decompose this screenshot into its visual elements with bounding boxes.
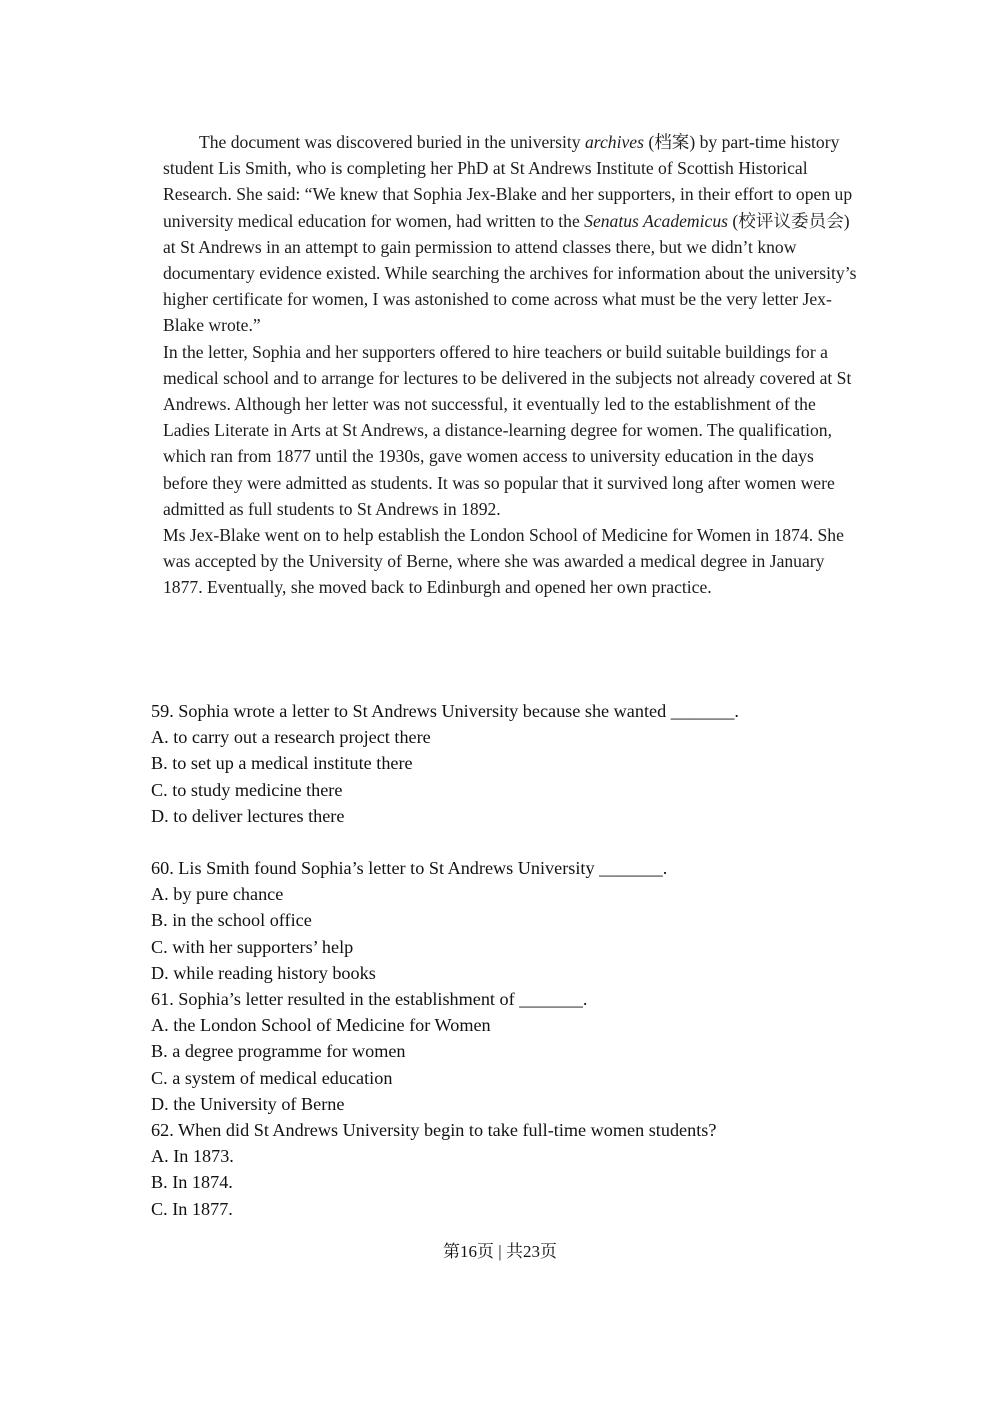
question-list [151,698,871,1222]
answer-option-d: D. to deliver lectures there [151,805,345,826]
question-60 [151,855,871,986]
answer-option-c: C. with her supporters’ help [151,936,354,957]
paragraph-text: (校评议委员会) at St Andrews in an attempt to gain permission to attend classes there, but we didn’t know documentary evidence existed. While searching the archives for information about the university’s higher certificate for women, I was astonished to come across what must be the very letter Jex-Blake wrote.” [163,210,857,336]
answer-option-a: A. by pure chance [151,884,284,905]
answer-option-a: A. In 1873. [151,1146,234,1167]
answer-option-c: C. In 1877. [151,1198,233,1219]
reading-passage [163,129,863,601]
question-59 [151,698,871,829]
paragraph-text: The document was discovered buried in the university [199,132,585,152]
paragraph-text: (档案) by part-time history student Lis Smith, who is completing her PhD at St Andrews Institute of Scottish Historical Research. She said: “We knew that Sophia Jex-Blake and her supporters, in their effort to open up university medical education for women, had written to the [163,132,853,231]
question-stem: 59. Sophia wrote a letter to St Andrews University because she wanted _______. [151,701,739,721]
answer-option-d: D. while reading history books [151,962,376,983]
answer-option-d: D. the University of Berne [151,1093,345,1114]
answer-option-c: C. a system of medical education [151,1067,393,1088]
answer-option-a: A. the London School of Medicine for Women [151,1015,491,1036]
answer-option-b: B. to set up a medical institute there [151,753,413,774]
page-footer [0,1240,1000,1264]
question-stem: 61. Sophia’s letter resulted in the establishment of _______. [151,989,588,1010]
page-number-label: 第16页 | 共23页 [443,1242,557,1261]
passage-paragraph-3: Ms Jex-Blake went on to help establish the London School of Medicine for Women in 1874. She was accepted by the University of Berne, where she was awarded a medical degree in January 1877. Eventually, she moved back to Edinburgh and opened her own practice. [163,525,844,598]
passage-paragraph-1 [163,129,863,339]
question-61 [151,986,871,1117]
question-stem: 60. Lis Smith found Sophia’s letter to St Andrews University _______. [151,858,668,879]
question-62 [151,1117,871,1222]
answer-option-b: B. In 1874. [151,1172,233,1193]
answer-option-c: C. to study medicine there [151,779,343,800]
question-stem: 62. When did St Andrews University begin to take full-time women students? [151,1120,717,1141]
italic-term-archives: archives [584,132,644,152]
answer-option-a: A. to carry out a research project there [151,727,431,748]
italic-term-senatus: Senatus Academicus [584,210,728,231]
answer-option-b: B. in the school office [151,910,312,931]
passage-paragraph-2: In the letter, Sophia and her supporters offered to hire teachers or build suitable buildings for a medical school and to arrange for lectures to be delivered in the subjects not already covered at St Andrews. Although her letter was not successful, it eventually led to the establishment of the Ladies Literate in Arts at St Andrews, a distance-learning degree for women. The qualification, which ran from 1877 until the 1930s, gave women access to university education in the days before they were admitted as students. It was so popular that it survived long after women were admitted as full students to St Andrews in 1892. [163,341,852,519]
answer-option-b: B. a degree programme for women [151,1041,406,1062]
